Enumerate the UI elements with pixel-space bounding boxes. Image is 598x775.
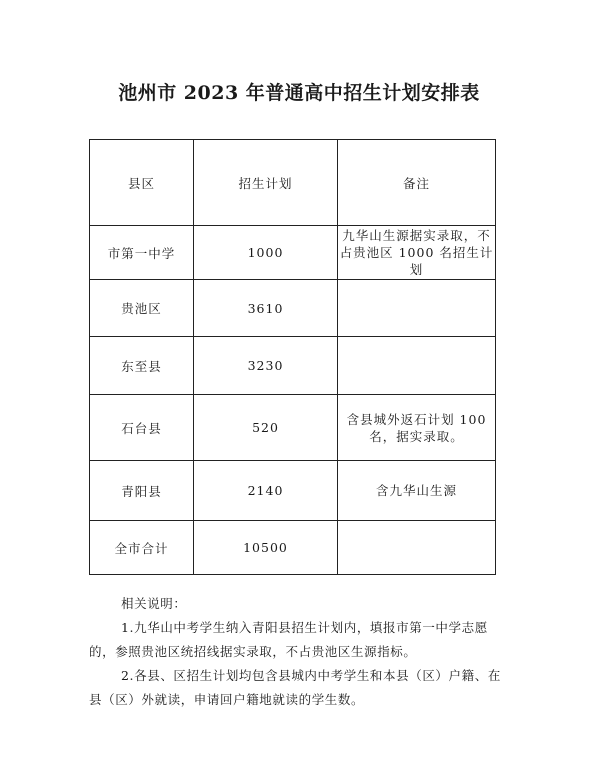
cell-note	[338, 280, 496, 337]
table-row	[90, 337, 496, 395]
cell-note: 含县城外返石计划 100 名，据实录取。	[338, 395, 496, 461]
cell-plan: 3230	[194, 337, 338, 395]
cell-note	[338, 337, 496, 395]
cell-district: 东至县	[90, 337, 194, 395]
cell-note	[338, 521, 496, 575]
cell-plan: 2140	[194, 461, 338, 521]
cell-district: 青阳县	[90, 461, 194, 521]
header-district: 县区	[90, 140, 194, 226]
table-row	[90, 280, 496, 337]
cell-note: 九华山生源据实录取，不占贵池区 1000 名招生计划	[338, 226, 496, 280]
cell-district: 市第一中学	[90, 226, 194, 280]
cell-district: 全市合计	[90, 521, 194, 575]
cell-note: 含九华山生源	[338, 461, 496, 521]
table-row	[90, 521, 496, 575]
cell-plan: 10500	[194, 521, 338, 575]
cell-district: 贵池区	[90, 280, 194, 337]
note-item-2: 2.各县、区招生计划均包含县城内中考学生和本县（区）户籍、在县（区）外就读，申请回户籍地就读的学生数。	[89, 668, 501, 707]
note-item-1: 1.九华山中考学生纳入青阳县招生计划内，填报市第一中学志愿的，参照贵池区统招线据实录取，不占贵池区生源指标。	[89, 620, 488, 659]
cell-plan: 520	[194, 395, 338, 461]
enrollment-plan-table	[89, 139, 496, 575]
notes-heading: 相关说明：	[121, 596, 187, 611]
table-header-row	[90, 140, 496, 226]
table-row	[90, 461, 496, 521]
cell-district: 石台县	[90, 395, 194, 461]
cell-plan: 3610	[194, 280, 338, 337]
cell-plan: 1000	[194, 226, 338, 280]
notes-section	[89, 592, 509, 712]
header-plan: 招生计划	[194, 140, 338, 226]
table-row	[90, 395, 496, 461]
table-row	[90, 226, 496, 280]
header-note: 备注	[338, 140, 496, 226]
document-title: 池州市 2023 年普通高中招生计划安排表	[118, 82, 480, 104]
